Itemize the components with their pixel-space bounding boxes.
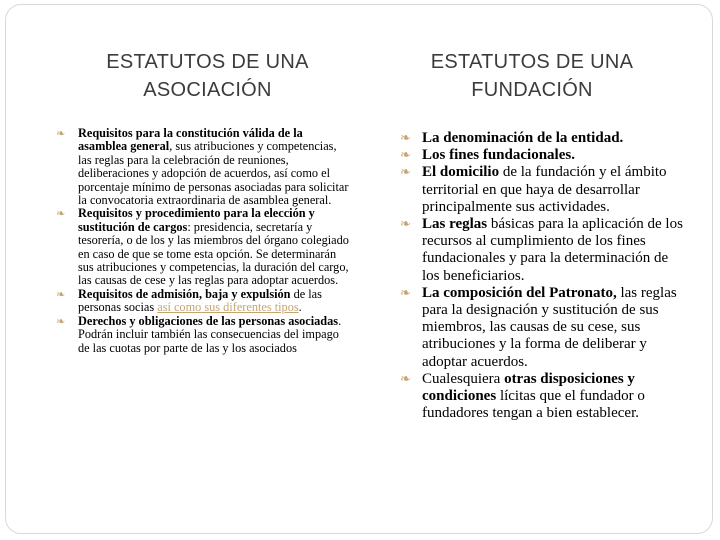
item-text: . Podrán incluir también las consecuencias del impago de las cuotas por parte de las y los asociados (78, 313, 342, 355)
fancy-bullet-icon: ❧ (400, 148, 411, 164)
item-bold-text: Los fines fundacionales. (422, 147, 575, 164)
list-item (56, 207, 352, 287)
asociacion-requirements-list (56, 127, 352, 355)
fundacion-requirements-list (400, 130, 685, 422)
item-text: , sus atribuciones y competencias, las reglas para la celebración de reuniones, deliberaciones y adopción de acuerdos, así como el porcentaje mínimo de personas asociadas para solicitar la convocatoria extraordinaria de asamblea general. (78, 139, 349, 208)
item-text: las reglas para la designación y sustitución de sus miembros, las causas de su cese, sus atribuciones y la forma de deliberar y adoptar acuerdos. (422, 284, 677, 370)
fancy-bullet-icon: ❧ (56, 314, 66, 328)
item-text: básicas para la aplicación de los recursos al cumplimiento de los fines fundacionales y para la determinación de los beneficiarios. (422, 216, 683, 284)
fancy-bullet-icon: ❧ (400, 165, 411, 181)
right-title-line2: FUNDACIÓN (471, 79, 593, 101)
item-pre-text: Cualesquiera (422, 370, 505, 387)
item-bold-text: El domicilio (422, 164, 500, 181)
fancy-bullet-icon: ❧ (56, 127, 66, 140)
item-bold-text: Derechos y obligaciones de las personas asociadas (78, 313, 339, 328)
list-item (400, 371, 685, 423)
item-bold-text: Las reglas (422, 216, 488, 233)
left-title-line1: ESTATUTOS DE UNA (106, 51, 309, 73)
right-title-line1: ESTATUTOS DE UNA (430, 51, 634, 73)
fancy-bullet-icon: ❧ (400, 131, 411, 146)
item-text: de las personas socias (78, 286, 322, 315)
item-bold-text: La denominación de la entidad. (422, 130, 624, 146)
fancy-bullet-icon: ❧ (56, 287, 66, 301)
list-item (400, 147, 685, 164)
item-bold-text: otras disposiciones y condiciones (422, 370, 635, 405)
fancy-bullet-icon: ❧ (56, 207, 66, 221)
fancy-bullet-icon: ❧ (400, 217, 411, 233)
list-item (400, 164, 685, 216)
tipos-link[interactable]: así como sus diferentes tipos (157, 300, 299, 315)
item-text: lícitas que el fundador o fundadores tengan a bien establecer. (422, 388, 645, 422)
left-title-line2: ASOCIACIÓN (143, 79, 272, 101)
item-bold-text: La composición del Patronato, (422, 284, 617, 301)
item-bold-text: Requisitos de admisión, baja y expulsión (78, 286, 291, 301)
item-bold-text: Requisitos para la constitución válida de la asamblea general (78, 126, 303, 154)
list-item (400, 285, 685, 371)
list-item (56, 315, 352, 355)
item-text: : presidencia, secretaría y tesorería, o de los y las miembros del órgano colegiado en caso de que se tome esta opción. Se determinarán sus atribuciones y competencias, la duración del cargo, las causas de cese y las reglas para adoptar acuerdos. (78, 219, 349, 288)
fancy-bullet-icon: ❧ (400, 285, 411, 301)
list-item (56, 288, 352, 315)
left-column-title (80, 48, 335, 104)
right-column-title (402, 48, 662, 104)
item-text-end: . (298, 300, 302, 315)
list-item (56, 127, 352, 207)
list-item (400, 216, 685, 285)
item-bold-text: Requisitos y procedimiento para la elección y sustitución de cargos (78, 206, 315, 234)
item-text: de la fundación y el ámbito territorial en que haya de desarrollar principalmente sus actividades. (422, 164, 667, 215)
fancy-bullet-icon: ❧ (400, 371, 411, 387)
list-item (400, 130, 685, 147)
